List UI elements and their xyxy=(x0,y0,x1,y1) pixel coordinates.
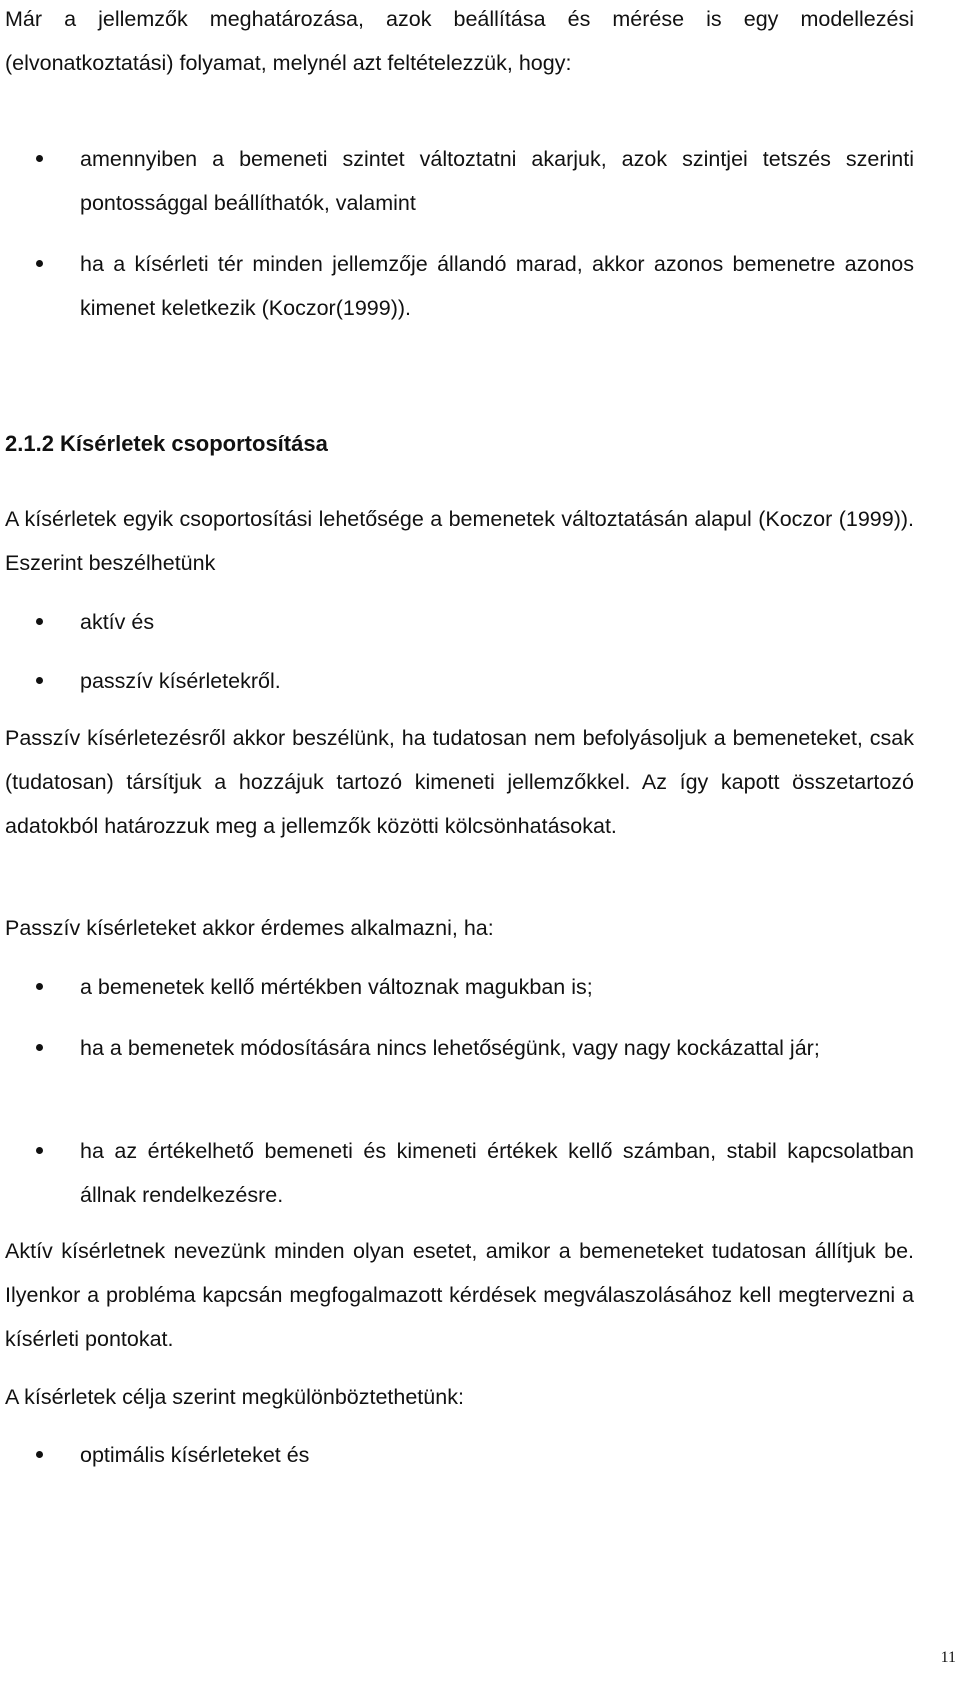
list-item-text: ha a kísérleti tér minden jellemzője állandó marad, akkor azonos bemenetre azonos kimenet keletkezik (Koczor(1999)). xyxy=(80,252,914,320)
list-item-text: optimális kísérleteket és xyxy=(80,1443,310,1467)
page-number: 11 xyxy=(940,1649,956,1666)
list-item-text: aktív és xyxy=(80,610,155,634)
paragraph-passive-when: Passzív kísérleteket akkor érdemes alkalmazni, ha: xyxy=(5,916,494,940)
list-item xyxy=(36,965,914,1009)
list-item xyxy=(36,659,914,703)
list-item-text: passzív kísérletekről. xyxy=(80,669,281,693)
section-heading: 2.1.2 Kísérletek csoportosítása xyxy=(5,431,328,456)
paragraph-grouping: A kísérletek egyik csoportosítási lehetősége a bemenetek változtatásán alapul (Koczor (1999)). Eszerint beszélhetünk xyxy=(5,507,914,575)
list-item xyxy=(36,137,914,225)
paragraph-goal: A kísérletek célja szerint megkülönböztethetünk: xyxy=(5,1385,464,1409)
bullet-dot-icon xyxy=(36,1044,43,1051)
list-item xyxy=(36,1129,914,1217)
bullet-dot-icon xyxy=(36,260,43,267)
bullet-dot-icon xyxy=(36,618,43,625)
list-item-text: amennyiben a bemeneti szintet változtatni akarjuk, azok szintjei tetszés szerinti pontossággal beállíthatók, valamint xyxy=(80,147,914,215)
list-item-text: ha az értékelhető bemeneti és kimeneti értékek kellő számban, stabil kapcsolatban állnak rendelkezésre. xyxy=(80,1139,914,1207)
list-item xyxy=(36,600,914,644)
bullet-dot-icon xyxy=(36,1147,43,1154)
list-item-text: a bemenetek kellő mértékben változnak magukban is; xyxy=(80,975,593,999)
list-item-text: ha a bemenetek módosítására nincs lehetőségünk, vagy nagy kockázattal jár; xyxy=(80,1036,820,1060)
list-item xyxy=(36,242,914,330)
paragraph-active-definition: Aktív kísérletnek nevezünk minden olyan esetet, amikor a bemeneteket tudatosan állítjuk be. Ilyenkor a probléma kapcsán megfogalmazott kérdések megválaszolásához kell megtervezni a kísérleti pontokat. xyxy=(5,1239,914,1351)
paragraph-intro: Már a jellemzők meghatározása, azok beállítása és mérése is egy modellezési (elvonatkoztatási) folyamat, melynél azt feltételezzük, hogy: xyxy=(5,7,914,75)
list-item xyxy=(36,1433,914,1477)
bullet-dot-icon xyxy=(36,1451,43,1458)
paragraph-passive-definition: Passzív kísérletezésről akkor beszélünk, ha tudatosan nem befolyásoljuk a bemeneteket, csak (tudatosan) társítjuk a hozzájuk tartozó kimeneti jellemzőkkel. Az így kapott összetartozó adatokból határozzuk meg a jellemzők közötti kölcsönhatásokat. xyxy=(5,726,914,838)
bullet-dot-icon xyxy=(36,983,43,990)
bullet-dot-icon xyxy=(36,155,43,162)
list-item xyxy=(36,1026,914,1070)
bullet-dot-icon xyxy=(36,677,43,684)
